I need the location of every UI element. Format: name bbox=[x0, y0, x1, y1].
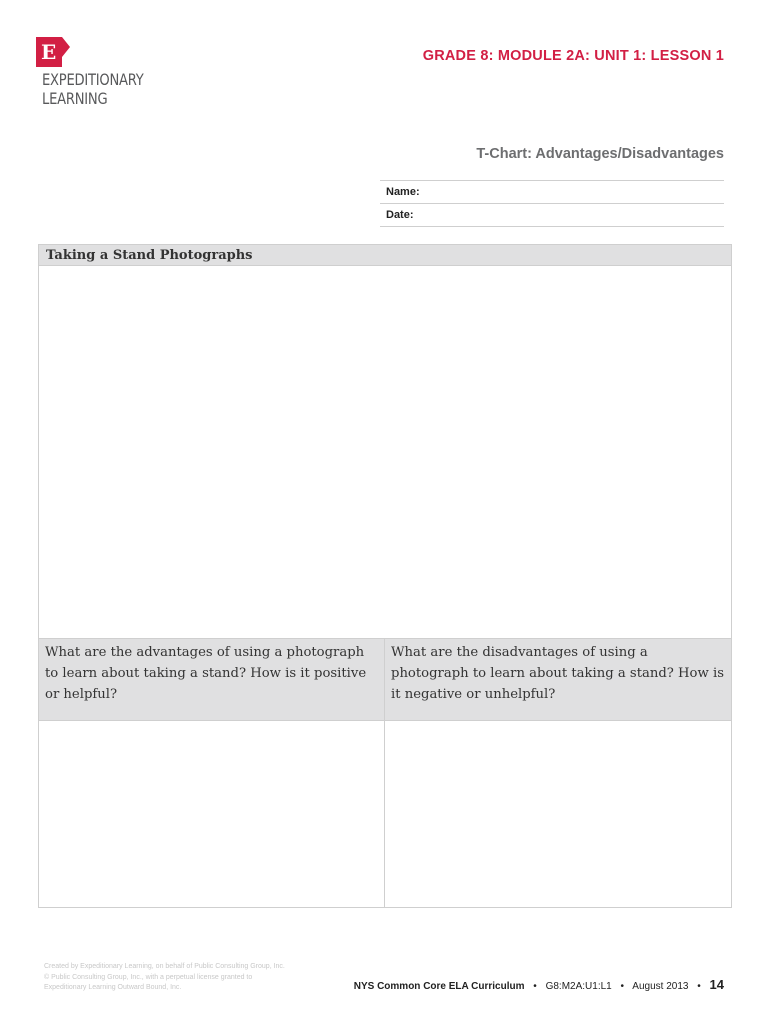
chart-title: T-Chart: Advantages/Disadvantages bbox=[476, 146, 724, 162]
name-date-fields bbox=[380, 180, 724, 227]
table-heading: Taking a Stand Photographs bbox=[39, 245, 731, 266]
date-label: Date: bbox=[386, 209, 414, 221]
lesson-header: GRADE 8: MODULE 2A: UNIT 1: LESSON 1 bbox=[422, 48, 724, 64]
footer-credits bbox=[44, 962, 344, 994]
bullet-separator: • bbox=[697, 981, 701, 992]
logo-wordmark bbox=[42, 70, 173, 108]
publication-date: August 2013 bbox=[632, 981, 689, 992]
name-label: Name: bbox=[386, 186, 420, 198]
logo-mark-letter: E bbox=[41, 40, 57, 64]
logo-line-2: LEARNING bbox=[42, 89, 108, 108]
photographs-area bbox=[39, 266, 731, 638]
footer-citation bbox=[354, 977, 724, 992]
page-number: 14 bbox=[709, 977, 724, 992]
credit-line-2: © Public Consulting Group, Inc., with a perpetual license granted to bbox=[44, 973, 253, 981]
t-chart-table bbox=[38, 244, 732, 908]
curriculum-name: NYS Common Core ELA Curriculum bbox=[353, 981, 525, 992]
disadvantages-question: What are the disadvantages of using a photograph to learn about taking a stand? How is it negative or unhelpful? bbox=[385, 638, 731, 721]
lesson-code: G8:M2A:U1:L1 bbox=[545, 981, 612, 992]
bullet-separator: • bbox=[620, 981, 625, 992]
credit-line-1: Created by Expeditionary Learning, on behalf of Public Consulting Group, Inc. bbox=[44, 963, 285, 970]
advantages-question: What are the advantages of using a photograph to learn about taking a stand? How is it positive or helpful? bbox=[39, 638, 385, 721]
logo-line-1: EXPEDITIONARY bbox=[42, 70, 144, 89]
credit-line-3: Expeditionary Learning Outward Bound, Inc. bbox=[44, 984, 182, 991]
advantages-answer-area[interactable] bbox=[39, 721, 385, 907]
date-field[interactable] bbox=[380, 204, 724, 227]
logo-mark-icon bbox=[36, 37, 70, 67]
disadvantages-answer-area[interactable] bbox=[385, 721, 731, 907]
name-field[interactable] bbox=[380, 181, 724, 204]
bullet-separator: • bbox=[533, 981, 537, 992]
